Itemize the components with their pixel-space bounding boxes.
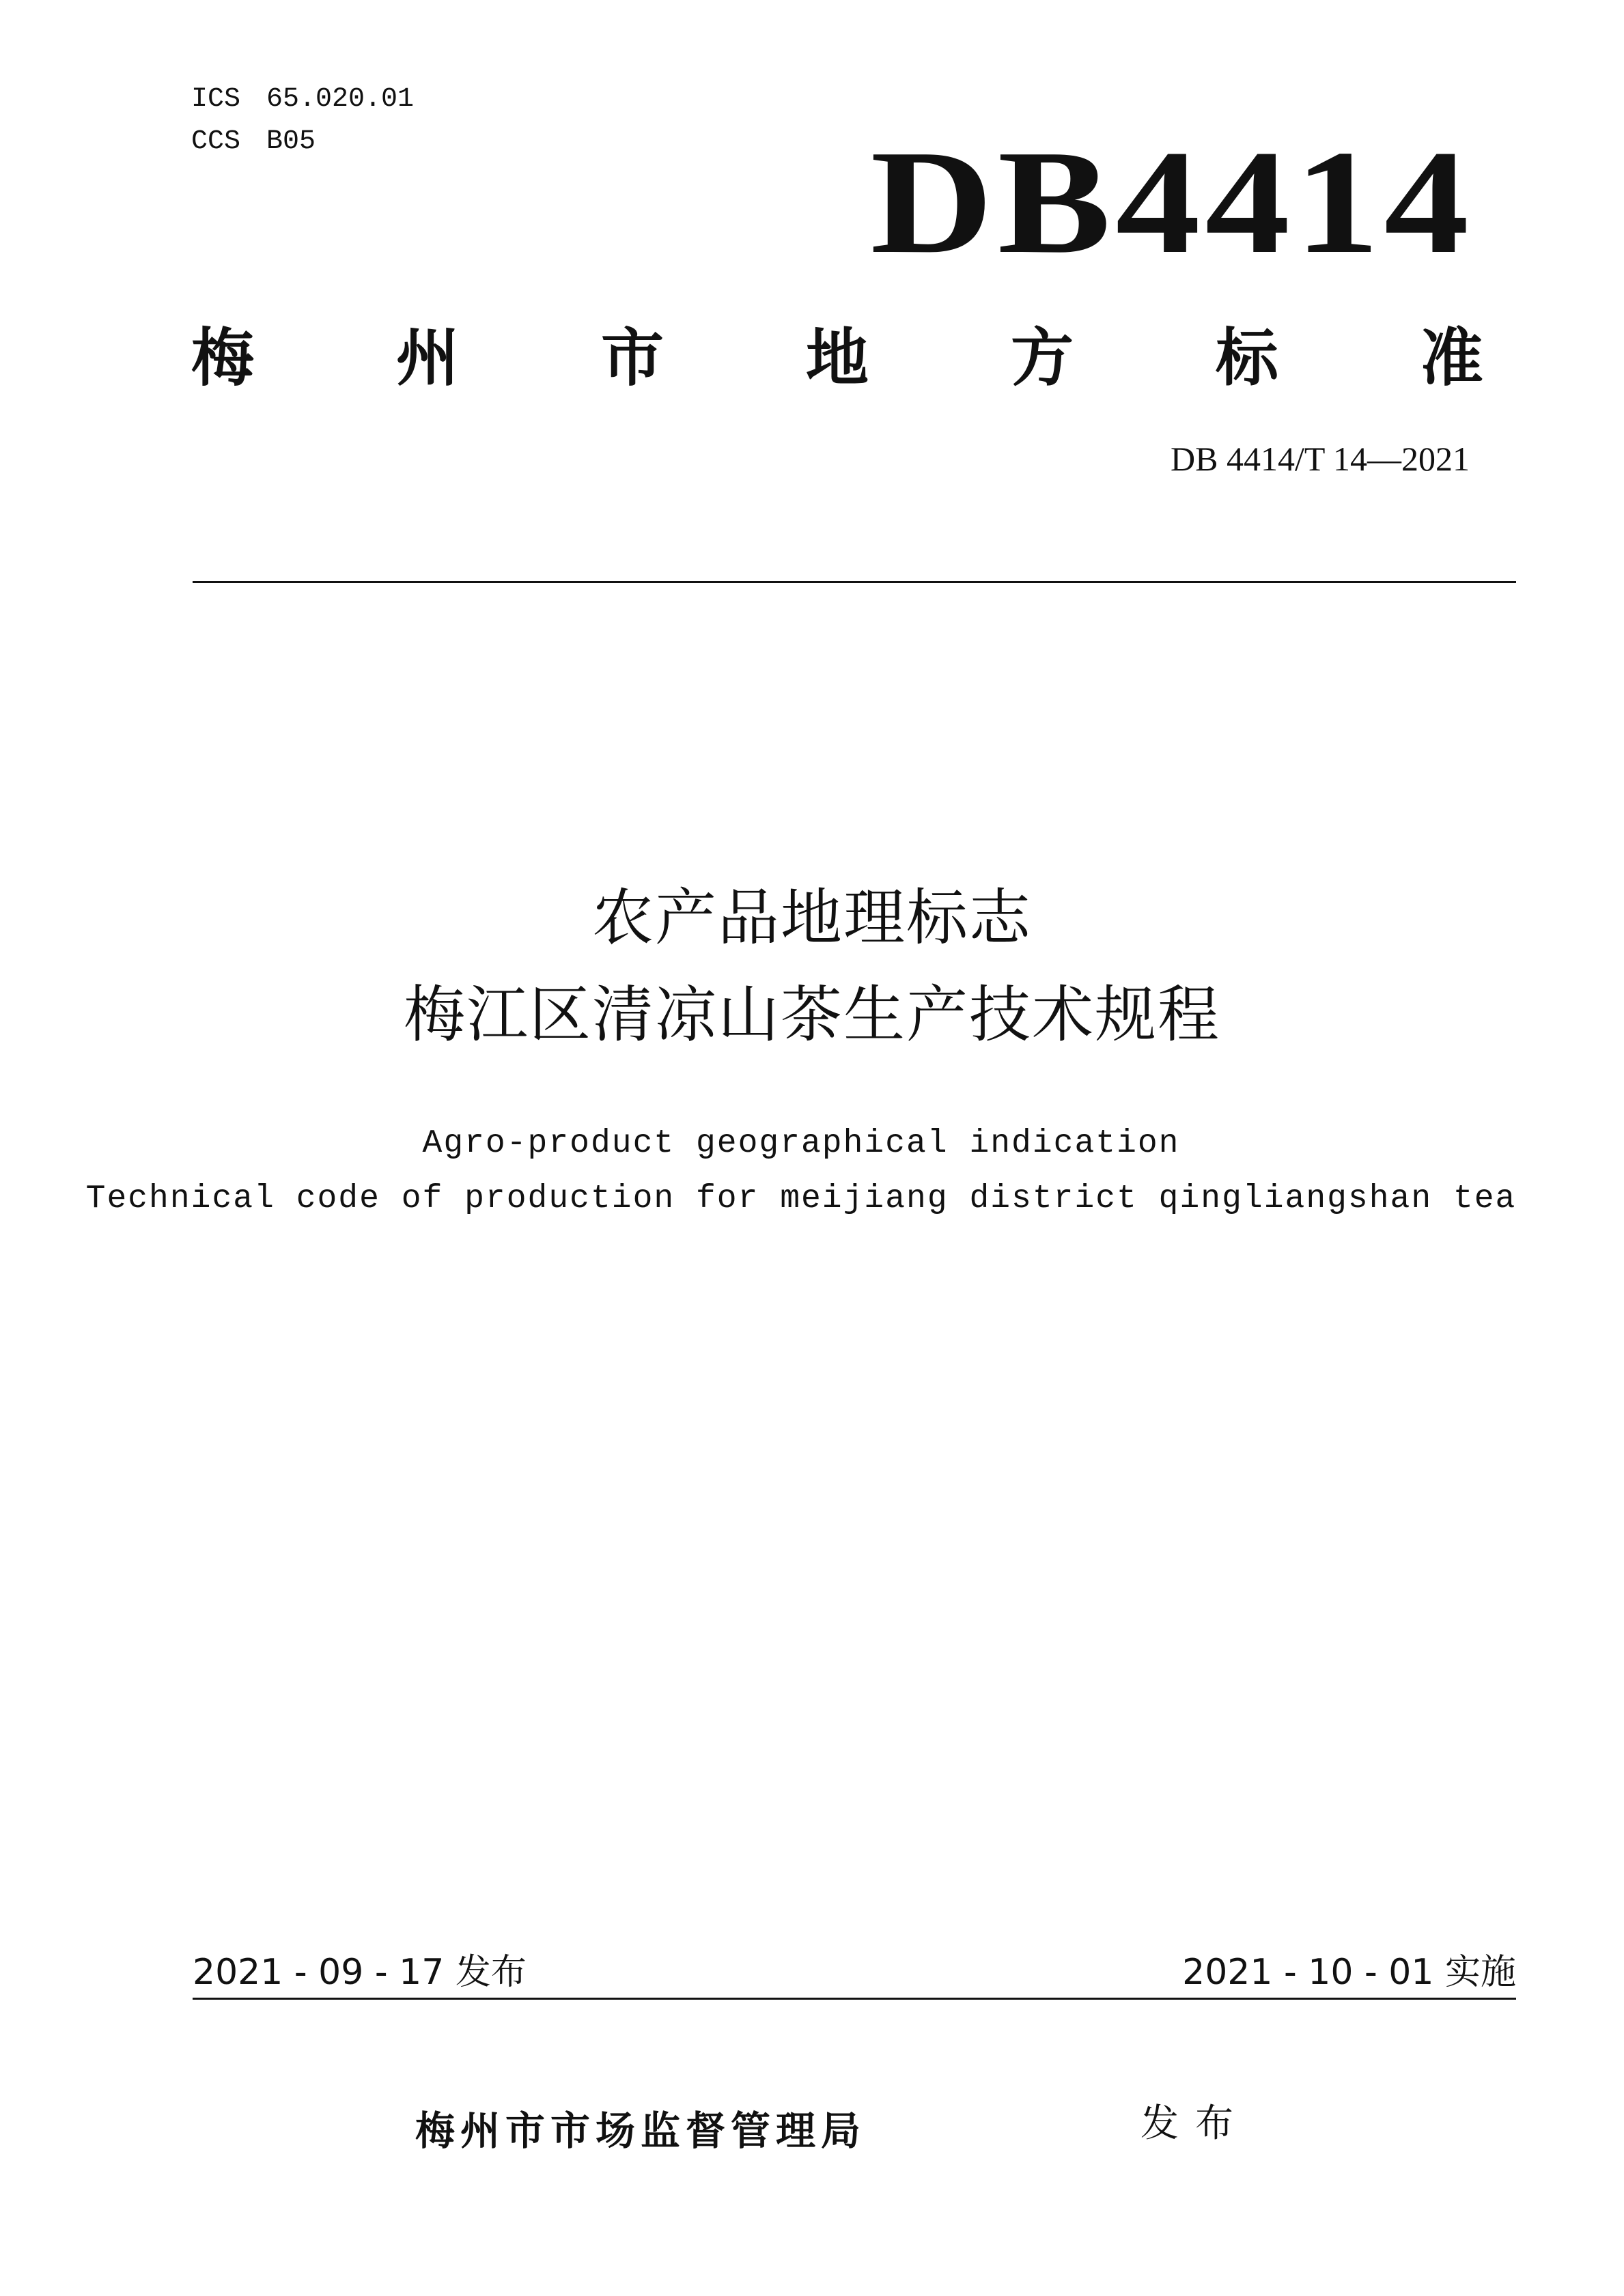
publish-date: 2021 - 09 - 17 发布: [193, 1952, 527, 1993]
ics-label: ICS: [191, 84, 241, 115]
ccs-classification: [191, 126, 316, 158]
issue-label: 发布: [1140, 2101, 1250, 2146]
ccs-label: CCS: [191, 126, 241, 157]
standard-type-heading: [191, 321, 1483, 396]
implementation-date: 2021 - 10 - 01 实施: [1182, 1952, 1516, 1993]
standard-type-char: 准: [1420, 322, 1483, 395]
standard-type-char: 标: [1215, 322, 1278, 395]
title-cn-line2: 梅江区清凉山茶生产技术规程: [404, 979, 1220, 1051]
ccs-code: B05: [266, 126, 316, 157]
title-cn-line1: 农产品地理标志: [592, 882, 1032, 954]
title-en-line2: Technical code of production for meijiang district qingliangshan tea: [85, 1180, 1517, 1217]
ics-classification: [191, 83, 414, 116]
ics-code: 65.020.01: [266, 84, 415, 115]
standard-type-char: 梅: [191, 322, 255, 395]
standard-type-char: 市: [600, 322, 664, 395]
dates-divider: [193, 1998, 1516, 2000]
title-en-line1: Agro-product geographical indication: [422, 1125, 1180, 1162]
standard-type-char: 地: [805, 322, 869, 395]
standard-code-logo: DB4414: [870, 120, 1474, 285]
standard-type-char: 州: [395, 322, 459, 395]
issuing-authority: 梅州市市场监督管理局: [415, 2108, 867, 2154]
standard-type-char: 方: [1010, 322, 1074, 395]
standard-number: DB 4414/T 14—2021: [1171, 440, 1470, 478]
header-divider: [193, 581, 1516, 583]
